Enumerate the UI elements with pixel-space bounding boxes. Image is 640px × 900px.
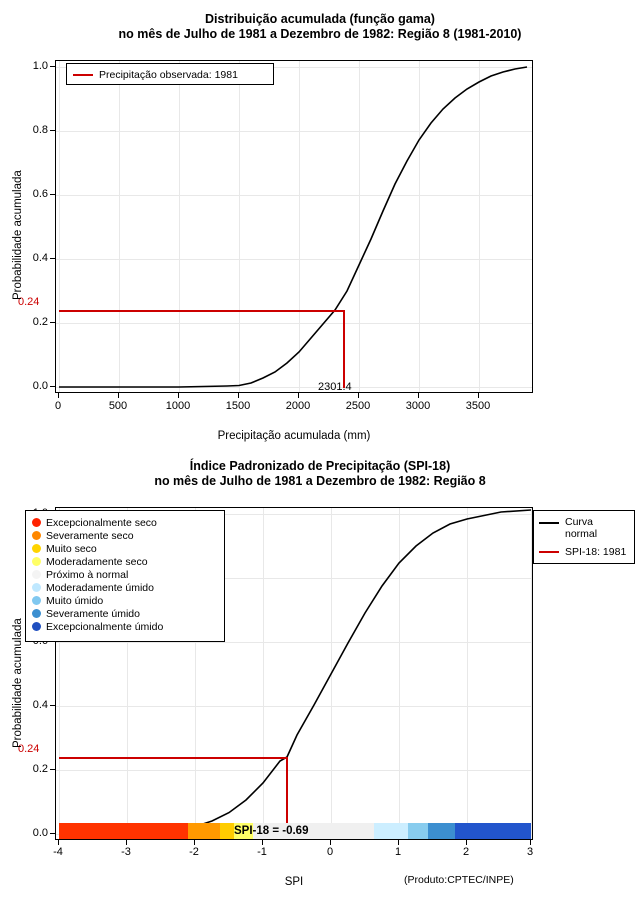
legend-dot-icon: [32, 570, 41, 579]
top-chart-title-line2: no mês de Julho de 1981 a Dezembro de 1982: Região 8 (1981-2010): [118, 27, 522, 41]
legend-label: Moderadamente úmido: [46, 581, 154, 594]
bottom-xtick: 1: [394, 846, 402, 858]
bottom-xtick: -1: [257, 846, 267, 858]
legend-label: normal: [565, 528, 598, 540]
tick: [126, 840, 127, 845]
legend-label: Severamente seco: [46, 529, 134, 542]
tick: [50, 705, 55, 706]
legend-item-excepcionalmente-umido: [32, 620, 218, 633]
legend-label: SPI-18: 1981: [565, 546, 627, 558]
legend-label: Moderadamente seco: [46, 555, 148, 568]
tick: [50, 833, 55, 834]
panel-spi-cdf: [0, 452, 640, 900]
legend-item-severamente-umido: [32, 607, 218, 620]
tick: [418, 393, 419, 398]
legend-dot-icon: [32, 557, 41, 566]
legend-label: Curva: [565, 516, 594, 528]
bottom-xtick: 3: [526, 846, 534, 858]
bottom-chart-title: [0, 459, 640, 489]
legend-dot-icon: [32, 609, 41, 618]
top-chart-title: [0, 12, 640, 42]
bottom-xtick: -2: [189, 846, 199, 858]
colorbar-segment-severamente-seco: [188, 823, 220, 839]
legend-line-icon: [73, 74, 93, 76]
top-marker-horizontal: [59, 310, 344, 312]
tick: [50, 322, 55, 323]
legend-dot-icon: [32, 583, 41, 592]
legend-dot-icon: [32, 544, 41, 553]
legend-item-excepcionalmente-seco: [32, 516, 218, 529]
legend-label: Excepcionalmente seco: [46, 516, 157, 529]
legend-item-spi-1981: [539, 544, 629, 560]
tick: [50, 66, 55, 67]
tick: [118, 393, 119, 398]
legend-dot-icon: [32, 622, 41, 631]
bottom-yvalue-annotation: 0.24: [18, 743, 40, 755]
top-xtick: 0: [54, 400, 62, 412]
tick: [466, 840, 467, 845]
top-ytick: 1.0: [32, 60, 48, 72]
legend-item-observed: [73, 68, 267, 81]
legend-label: Muito úmido: [46, 594, 104, 607]
legend-label: Próximo à normal: [46, 568, 129, 581]
tick: [262, 840, 263, 845]
bottom-chart-title-line1: Índice Padronizado de Precipitação (SPI-18): [189, 459, 451, 473]
legend-item-severamente-seco: [32, 529, 218, 542]
top-ytick: 0.4: [32, 252, 48, 264]
top-legend: [66, 63, 274, 85]
tick: [194, 840, 195, 845]
top-yvalue-annotation: 0.24: [18, 296, 40, 308]
top-yaxis-label: Probabilidade acumulada: [12, 170, 24, 300]
legend-item-muito-umido: [32, 594, 218, 607]
spi-value-annotation: SPI-18 = -0.69: [234, 825, 309, 837]
tick: [238, 393, 239, 398]
tick: [398, 840, 399, 845]
colorbar-segment-muito-umido: [408, 823, 428, 839]
tick: [50, 386, 55, 387]
legend-line-icon: [539, 522, 559, 524]
bottom-xtick: 2: [462, 846, 470, 858]
tick: [50, 194, 55, 195]
colorbar-segment-muito-seco: [220, 823, 233, 839]
top-plot-area: [55, 60, 533, 393]
spi-categories-legend: [25, 510, 225, 642]
top-ytick: 0.0: [32, 380, 48, 392]
curve-legend: [533, 510, 635, 564]
top-xaxis-label: Precipitação acumulada (mm): [217, 430, 371, 442]
bottom-ytick: 0.2: [32, 763, 48, 775]
tick: [50, 769, 55, 770]
top-ytick: 0.8: [32, 124, 48, 136]
top-ytick: 0.2: [32, 316, 48, 328]
tick: [178, 393, 179, 398]
legend-item-muito-seco: [32, 542, 218, 555]
bottom-yaxis-label: Probabilidade acumulada: [12, 618, 24, 748]
top-xvalue-annotation: 2301.4: [318, 381, 352, 393]
legend-label: Excepcionalmente úmido: [46, 620, 164, 633]
top-xtick: 500: [108, 400, 128, 412]
legend-item-curva-normal: [539, 516, 629, 540]
tick: [330, 840, 331, 845]
tick: [50, 258, 55, 259]
legend-dot-icon: [32, 596, 41, 605]
bottom-xaxis-label: SPI: [284, 876, 304, 888]
tick: [478, 393, 479, 398]
bottom-marker-horizontal: [59, 757, 287, 759]
colorbar-segment-excepcionalmente-seco: [59, 823, 188, 839]
bottom-ytick: 0.4: [32, 699, 48, 711]
legend-dot-icon: [32, 531, 41, 540]
legend-label: Precipitação observada: 1981: [99, 68, 238, 81]
legend-item-moderadamente-umido: [32, 581, 218, 594]
colorbar-segment-moderadamente-umido: [374, 823, 408, 839]
top-xtick: 1000: [165, 400, 191, 412]
tick: [58, 393, 59, 398]
legend-dot-icon: [32, 518, 41, 527]
produto-credit: (Produto:CPTEC/INPE): [404, 874, 514, 886]
top-ytick: 0.6: [32, 188, 48, 200]
top-xtick: 3500: [465, 400, 491, 412]
tick: [530, 840, 531, 845]
top-chart-title-line1: Distribuição acumulada (função gama): [205, 12, 435, 26]
legend-label: Muito seco: [46, 542, 97, 555]
bottom-xtick: -4: [53, 846, 63, 858]
tick: [58, 840, 59, 845]
top-xtick: 2000: [285, 400, 311, 412]
tick: [298, 393, 299, 398]
legend-label: Severamente úmido: [46, 607, 140, 620]
legend-line-icon: [539, 551, 559, 553]
bottom-ytick: 0.0: [32, 827, 48, 839]
colorbar-segment-excepcionalmente-umido: [455, 823, 531, 839]
bottom-xtick: 0: [326, 846, 334, 858]
legend-item-moderadamente-seco: [32, 555, 218, 568]
legend-item-proximo-a-normal: [32, 568, 218, 581]
bottom-xtick: -3: [121, 846, 131, 858]
colorbar-segment-severamente-umido: [428, 823, 455, 839]
top-marker-vertical: [343, 310, 345, 388]
top-xtick: 2500: [345, 400, 371, 412]
top-curve-gamma: [56, 61, 533, 393]
bottom-chart-title-line2: no mês de Julho de 1981 a Dezembro de 1982: Região 8: [154, 474, 486, 488]
tick: [50, 130, 55, 131]
top-xtick: 1500: [225, 400, 251, 412]
tick: [358, 393, 359, 398]
top-xtick: 3000: [405, 400, 431, 412]
